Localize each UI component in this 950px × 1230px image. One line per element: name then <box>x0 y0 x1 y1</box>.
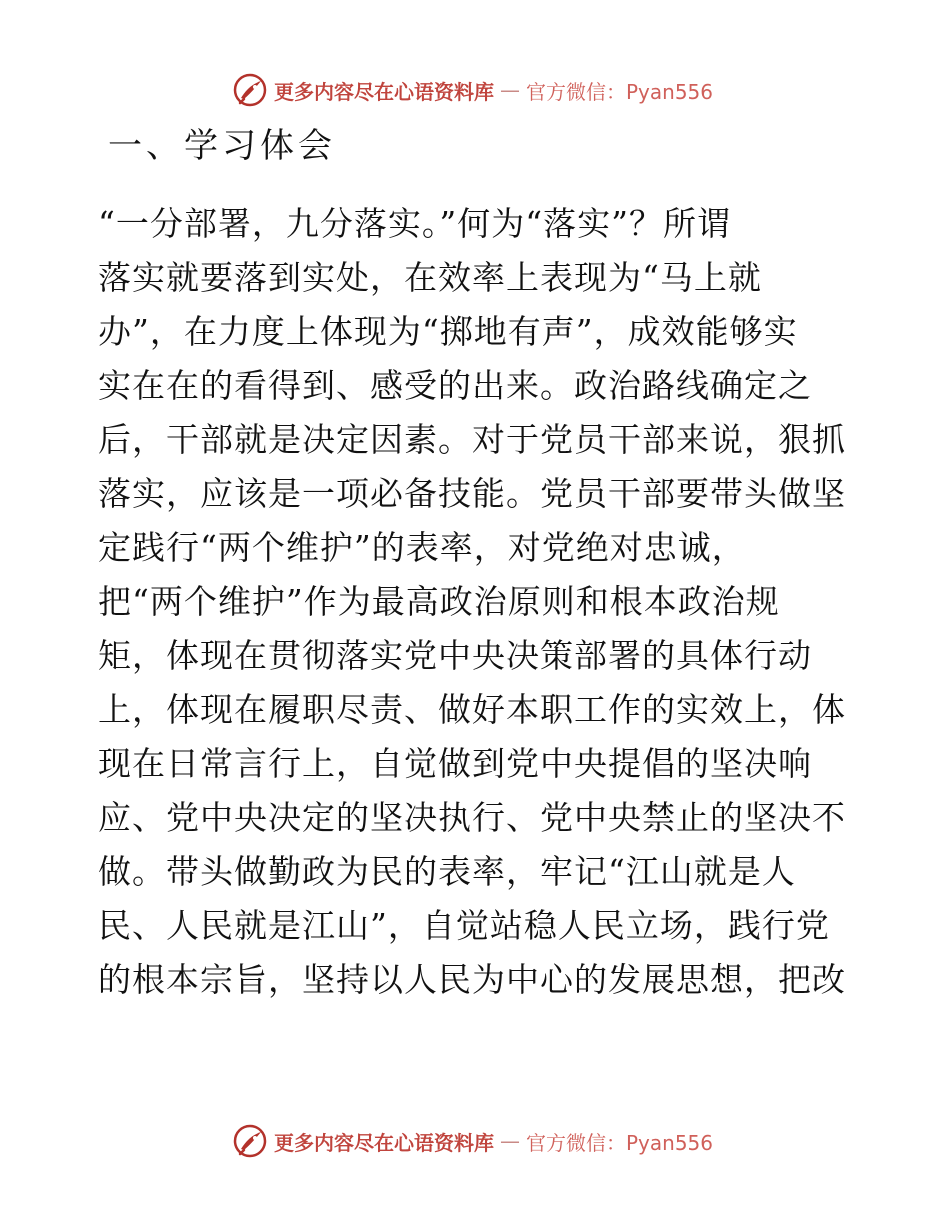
text-line: 的根本宗旨，坚持以人民为中心的发展思想，把改 <box>98 960 846 999</box>
watermark-logo-icon <box>232 72 268 108</box>
watermark-contact-text: 官方微信：Pyan556 <box>526 79 714 104</box>
watermark-brand-text: 更多内容尽在心语资料库 <box>274 79 494 104</box>
text-line: 把“两个维护”作为最高政治原则和根本政治规 <box>98 582 780 621</box>
text-line: 矩，体现在贯彻落实党中央决策部署的具体行动 <box>98 636 812 675</box>
watermark-separator: — <box>500 78 520 102</box>
text-line: 后，干部就是决定因素。对于党员干部来说，狠抓 <box>98 420 846 459</box>
watermark-brand-text: 更多内容尽在心语资料库 <box>274 1130 494 1155</box>
watermark-separator: — <box>500 1129 520 1153</box>
text-line: 办”，在力度上体现为“掷地有声”，成效能够实 <box>98 312 798 351</box>
body-paragraph <box>98 197 858 1007</box>
text-line: 落实，应该是一项必备技能。党员干部要带头做坚 <box>98 474 846 513</box>
text-line: 上，体现在履职尽责、做好本职工作的实效上，体 <box>98 690 846 729</box>
section-title: 一、学习体会 <box>108 126 336 166</box>
text-line: “一分部署，九分落实。”何为“落实”？所谓 <box>98 204 731 243</box>
text-line: 定践行“两个维护”的表率，对党绝对忠诚， <box>98 528 746 567</box>
text-line: 民、人民就是江山”，自觉站稳人民立场，践行党 <box>98 906 830 945</box>
watermark-contact-text: 官方微信：Pyan556 <box>526 1130 714 1155</box>
text-line: 实在在的看得到、感受的出来。政治路线确定之 <box>98 366 812 405</box>
watermark-logo-icon <box>232 1123 268 1159</box>
text-line: 现在日常言行上，自觉做到党中央提倡的坚决响 <box>98 744 812 783</box>
header-watermark <box>232 70 713 110</box>
footer-watermark <box>232 1121 713 1161</box>
text-line: 做。带头做勤政为民的表率，牢记“江山就是人 <box>98 852 796 891</box>
text-line: 落实就要落到实处，在效率上表现为“马上就 <box>98 258 762 297</box>
text-line: 应、党中央决定的坚决执行、党中央禁止的坚决不 <box>98 798 846 837</box>
